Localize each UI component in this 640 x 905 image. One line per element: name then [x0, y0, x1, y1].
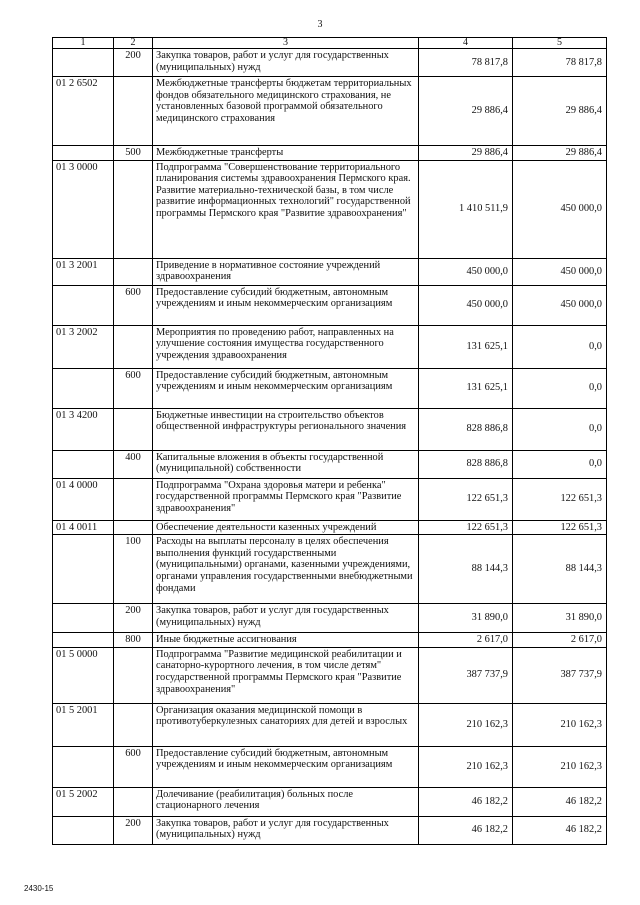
expense-type-cell — [114, 520, 153, 535]
amount-col4-cell: 29 886,4 — [419, 77, 513, 146]
item-name-cell: Закупка товаров, работ и услуг для государственных (муниципальных) нужд — [153, 604, 419, 633]
amount-col4-cell: 828 886,8 — [419, 408, 513, 450]
amount-col4-cell: 122 651,3 — [419, 478, 513, 520]
expense-type-cell — [114, 258, 153, 285]
amount-col4-cell: 131 625,1 — [419, 325, 513, 368]
table-row — [53, 633, 607, 648]
amount-col4-cell: 828 886,8 — [419, 450, 513, 478]
expense-type-cell — [114, 408, 153, 450]
item-name-cell: Долечивание (реабилитация) больных после стационарного лечения — [153, 787, 419, 816]
item-name-cell: Закупка товаров, работ и услуг для государственных (муниципальных) нужд — [153, 49, 419, 77]
amount-col5-cell: 0,0 — [513, 325, 607, 368]
budget-code-cell: 01 3 2002 — [53, 325, 114, 368]
expense-type-cell: 200 — [114, 49, 153, 77]
table-row — [53, 160, 607, 258]
amount-col5-cell: 122 651,3 — [513, 478, 607, 520]
amount-col4-cell: 88 144,3 — [419, 535, 513, 604]
table-row — [53, 535, 607, 604]
budget-code-cell: 01 5 0000 — [53, 647, 114, 703]
table-row — [53, 746, 607, 787]
budget-code-cell — [53, 450, 114, 478]
item-name-cell: Предоставление субсидий бюджетным, автономным учреждениям и иным некоммерческим организациям — [153, 285, 419, 325]
table-row — [53, 408, 607, 450]
header-col-4: 4 — [419, 38, 513, 49]
table-row — [53, 146, 607, 161]
item-name-cell: Межбюджетные трансферты бюджетам территориальных фондов обязательного медицинского страхования, не установленных базовой программой обязательного медицинского страхования — [153, 77, 419, 146]
table-row — [53, 77, 607, 146]
expense-type-cell — [114, 478, 153, 520]
budget-code-cell: 01 5 2001 — [53, 703, 114, 746]
expense-type-cell — [114, 787, 153, 816]
amount-col5-cell: 29 886,4 — [513, 77, 607, 146]
header-col-1: 1 — [53, 38, 114, 49]
amount-col4-cell: 46 182,2 — [419, 816, 513, 844]
amount-col5-cell: 450 000,0 — [513, 160, 607, 258]
expense-type-cell — [114, 160, 153, 258]
table-row — [53, 368, 607, 408]
amount-col5-cell: 46 182,2 — [513, 787, 607, 816]
budget-code-cell: 01 2 6502 — [53, 77, 114, 146]
budget-code-cell: 01 4 0011 — [53, 520, 114, 535]
table-row — [53, 478, 607, 520]
amount-col5-cell: 88 144,3 — [513, 535, 607, 604]
item-name-cell: Подпрограмма "Охрана здоровья матери и ребенка" государственной программы Пермского края "Развитие здравоохранения" — [153, 478, 419, 520]
budget-code-cell — [53, 633, 114, 648]
budget-code-cell: 01 3 4200 — [53, 408, 114, 450]
budget-code-cell — [53, 746, 114, 787]
amount-col5-cell: 450 000,0 — [513, 258, 607, 285]
budget-code-cell — [53, 604, 114, 633]
item-name-cell: Капитальные вложения в объекты государственной (муниципальной) собственности — [153, 450, 419, 478]
budget-code-cell — [53, 535, 114, 604]
budget-code-cell: 01 3 0000 — [53, 160, 114, 258]
item-name-cell: Расходы на выплаты персоналу в целях обеспечения выполнения функций государственными (муниципальными) органами, казенными учреждениями, органами управления государственными внебюджетными фондами — [153, 535, 419, 604]
table-row — [53, 258, 607, 285]
amount-col5-cell: 2 617,0 — [513, 633, 607, 648]
amount-col5-cell: 450 000,0 — [513, 285, 607, 325]
expense-type-cell — [114, 77, 153, 146]
table-row — [53, 49, 607, 77]
amount-col4-cell: 210 162,3 — [419, 746, 513, 787]
table-row — [53, 703, 607, 746]
header-col-3: 3 — [153, 38, 419, 49]
amount-col4-cell: 29 886,4 — [419, 146, 513, 161]
table-header-row — [53, 38, 607, 49]
amount-col5-cell: 78 817,8 — [513, 49, 607, 77]
table-row — [53, 647, 607, 703]
amount-col4-cell: 122 651,3 — [419, 520, 513, 535]
item-name-cell: Предоставление субсидий бюджетным, автономным учреждениям и иным некоммерческим организациям — [153, 368, 419, 408]
item-name-cell: Организация оказания медицинской помощи в противотуберкулезных санаториях для детей и взрослых — [153, 703, 419, 746]
budget-table — [52, 37, 607, 845]
amount-col4-cell: 210 162,3 — [419, 703, 513, 746]
expense-type-cell — [114, 647, 153, 703]
expense-type-cell — [114, 703, 153, 746]
table-row — [53, 520, 607, 535]
amount-col4-cell: 131 625,1 — [419, 368, 513, 408]
expense-type-cell: 400 — [114, 450, 153, 478]
page-number: 3 — [317, 19, 323, 30]
expense-type-cell — [114, 325, 153, 368]
item-name-cell: Подпрограмма "Развитие медицинской реабилитации и санаторно-курортного лечения, в том числе детям" государственной программы Пермского края "Развитие здравоохранения" — [153, 647, 419, 703]
amount-col4-cell: 31 890,0 — [419, 604, 513, 633]
amount-col5-cell: 210 162,3 — [513, 746, 607, 787]
table-row — [53, 285, 607, 325]
amount-col4-cell: 450 000,0 — [419, 285, 513, 325]
expense-type-cell: 500 — [114, 146, 153, 161]
budget-code-cell — [53, 368, 114, 408]
budget-code-cell: 01 4 0000 — [53, 478, 114, 520]
amount-col5-cell: 46 182,2 — [513, 816, 607, 844]
item-name-cell: Межбюджетные трансферты — [153, 146, 419, 161]
table-row — [53, 604, 607, 633]
item-name-cell: Закупка товаров, работ и услуг для государственных (муниципальных) нужд — [153, 816, 419, 844]
table-row — [53, 450, 607, 478]
expense-type-cell: 200 — [114, 816, 153, 844]
table-row — [53, 325, 607, 368]
table-row — [53, 787, 607, 816]
table-row — [53, 816, 607, 844]
budget-code-cell — [53, 285, 114, 325]
amount-col4-cell: 78 817,8 — [419, 49, 513, 77]
item-name-cell: Мероприятия по проведению работ, направленных на улучшение состояния имущества государственного учреждения здравоохранения — [153, 325, 419, 368]
expense-type-cell: 600 — [114, 285, 153, 325]
item-name-cell: Предоставление субсидий бюджетным, автономным учреждениям и иным некоммерческим организациям — [153, 746, 419, 787]
expense-type-cell: 600 — [114, 368, 153, 408]
amount-col4-cell: 387 737,9 — [419, 647, 513, 703]
budget-code-cell: 01 5 2002 — [53, 787, 114, 816]
amount-col4-cell: 2 617,0 — [419, 633, 513, 648]
item-name-cell: Обеспечение деятельности казенных учреждений — [153, 520, 419, 535]
amount-col4-cell: 450 000,0 — [419, 258, 513, 285]
item-name-cell: Бюджетные инвестиции на строительство объектов общественной инфраструктуры регионального значения — [153, 408, 419, 450]
amount-col5-cell: 29 886,4 — [513, 146, 607, 161]
amount-col5-cell: 387 737,9 — [513, 647, 607, 703]
budget-code-cell — [53, 146, 114, 161]
amount-col4-cell: 1 410 511,9 — [419, 160, 513, 258]
budget-code-cell: 01 3 2001 — [53, 258, 114, 285]
expense-type-cell: 800 — [114, 633, 153, 648]
amount-col5-cell: 0,0 — [513, 450, 607, 478]
expense-type-cell: 600 — [114, 746, 153, 787]
amount-col4-cell: 46 182,2 — [419, 787, 513, 816]
header-col-5: 5 — [513, 38, 607, 49]
amount-col5-cell: 31 890,0 — [513, 604, 607, 633]
item-name-cell: Подпрограмма "Совершенствование территориального планирования системы здравоохранения Пермского края. Развитие материально-технической базы, в том числе развитие информационных технологий" государственной программы Пермского края "Развитие здравоохранения" — [153, 160, 419, 258]
header-col-2: 2 — [114, 38, 153, 49]
amount-col5-cell: 0,0 — [513, 408, 607, 450]
amount-col5-cell: 0,0 — [513, 368, 607, 408]
expense-type-cell: 100 — [114, 535, 153, 604]
item-name-cell: Иные бюджетные ассигнования — [153, 633, 419, 648]
amount-col5-cell: 210 162,3 — [513, 703, 607, 746]
budget-code-cell — [53, 49, 114, 77]
expense-type-cell: 200 — [114, 604, 153, 633]
item-name-cell: Приведение в нормативное состояние учреждений здравоохранения — [153, 258, 419, 285]
document-footer-code: 2430-15 — [24, 884, 54, 893]
budget-code-cell — [53, 816, 114, 844]
amount-col5-cell: 122 651,3 — [513, 520, 607, 535]
